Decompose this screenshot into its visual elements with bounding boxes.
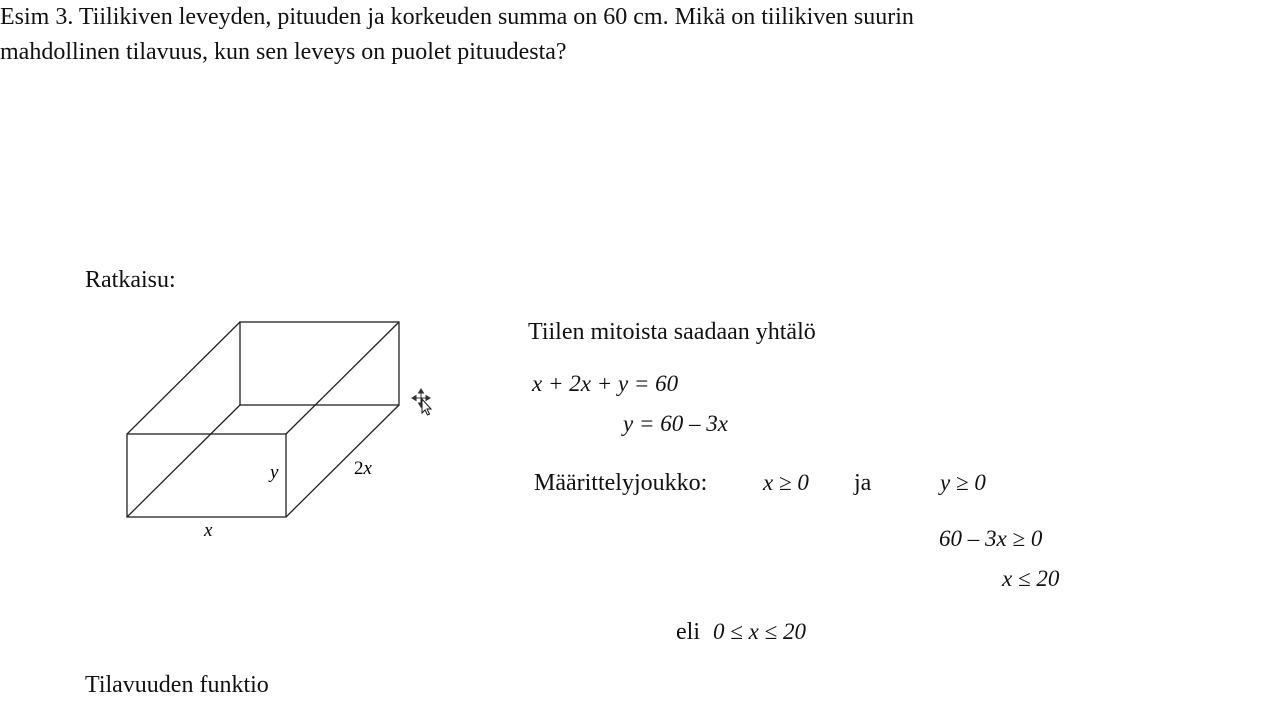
brick-back-face	[240, 322, 399, 405]
equation-intro: Tiilen mitoista saadaan yhtälö	[528, 319, 816, 345]
problem-line-2: mahdollinen tilavuus, kun sen leveys on puolet pituudesta?	[0, 39, 567, 65]
domain-step-2: x ≤ 20	[1002, 566, 1060, 591]
brick-edge	[286, 405, 399, 517]
equation-2: y = 60 – 3x	[623, 411, 728, 436]
domain-label: Määrittelyjoukko:	[534, 470, 708, 496]
domain-step-1: 60 – 3x ≥ 0	[939, 526, 1043, 551]
move-cursor-icon	[412, 389, 431, 415]
brick-edge	[286, 322, 399, 434]
domain-result-prefix: eli	[676, 619, 700, 645]
domain-condition-y: y ≥ 0	[940, 470, 986, 495]
domain-conjunction: ja	[854, 470, 872, 496]
label-2x: 2x	[354, 458, 372, 479]
next-heading: Tilavuuden funktio	[85, 672, 269, 698]
equation-1: x + 2x + y = 60	[532, 371, 679, 396]
domain-condition-x: x ≥ 0	[763, 470, 809, 495]
solution-heading: Ratkaisu:	[85, 267, 176, 293]
brick-edge	[127, 322, 240, 434]
label-x: x	[204, 520, 213, 541]
brick-front-face	[127, 434, 286, 517]
domain-result: 0 ≤ x ≤ 20	[713, 619, 806, 644]
brick-edge	[127, 405, 240, 517]
label-y: y	[270, 462, 279, 483]
problem-line-1: Esim 3. Tiilikiven leveyden, pituuden ja korkeuden summa on 60 cm. Mikä on tiilikiven suurin	[0, 4, 914, 30]
